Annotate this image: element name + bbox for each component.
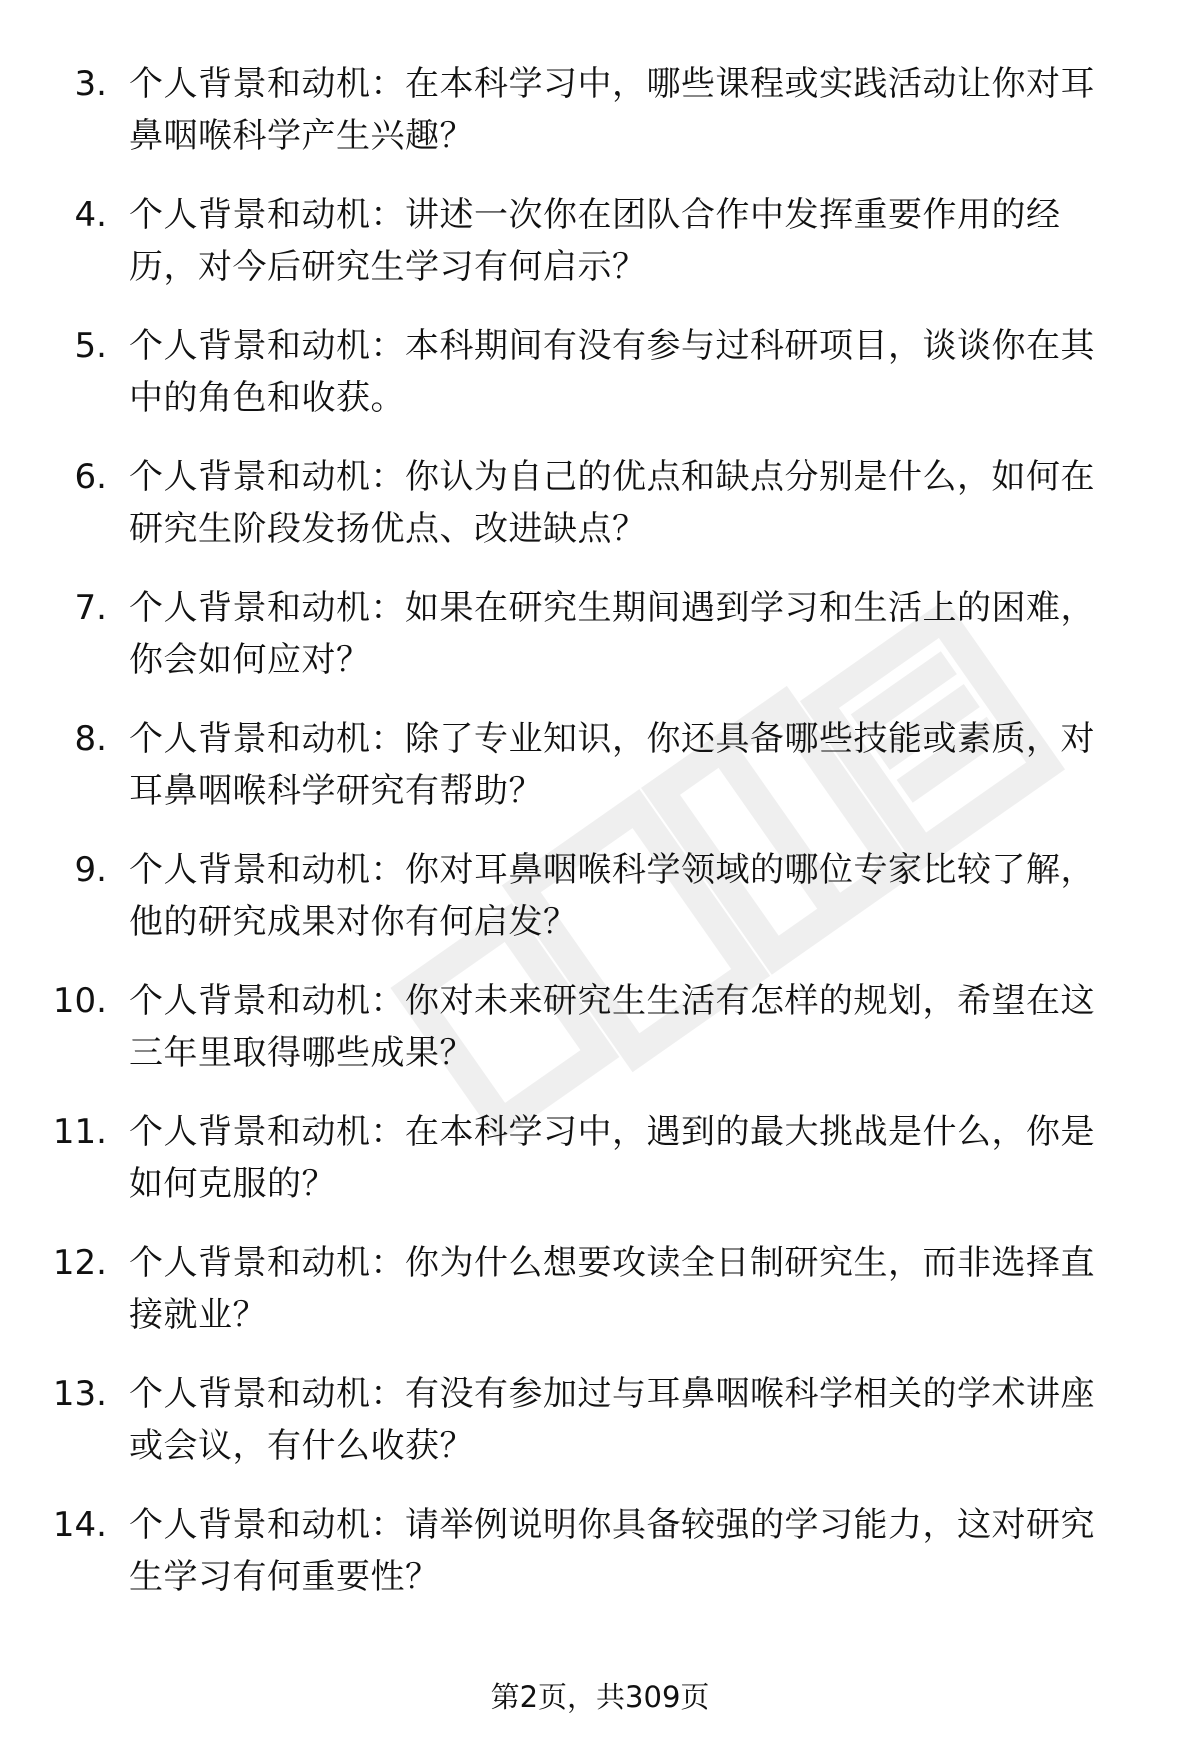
list-item xyxy=(0,582,1200,713)
list-item xyxy=(0,1499,1200,1630)
question-text xyxy=(129,582,1149,686)
list-item xyxy=(0,1106,1200,1237)
question-line: 个人背景和动机：你对耳鼻咽喉科学领域的哪位专家比较了解， xyxy=(129,850,1095,890)
question-number: 4. xyxy=(74,195,107,235)
question-line: 历，对今后研究生学习有何启示？ xyxy=(129,247,647,287)
question-line: 接就业？ xyxy=(129,1295,267,1335)
question-number: 11. xyxy=(52,1112,107,1152)
question-line: 耳鼻咽喉科学研究有帮助？ xyxy=(129,771,543,811)
page-indicator: 第2页，共309页 xyxy=(490,1680,710,1714)
question-text xyxy=(129,975,1149,1079)
list-item xyxy=(0,975,1200,1106)
question-line: 个人背景和动机：有没有参加过与耳鼻咽喉科学相关的学术讲座 xyxy=(129,1374,1095,1414)
question-number: 6. xyxy=(74,457,107,497)
question-number: 10. xyxy=(52,981,107,1021)
question-line: 个人背景和动机：如果在研究生期间遇到学习和生活上的困难， xyxy=(129,588,1095,628)
question-list xyxy=(0,58,1200,1630)
question-text xyxy=(129,320,1149,424)
question-line: 个人背景和动机：你认为自己的优点和缺点分别是什么，如何在 xyxy=(129,457,1095,497)
question-line: 个人背景和动机：除了专业知识，你还具备哪些技能或素质，对 xyxy=(129,719,1095,759)
question-text xyxy=(129,451,1149,555)
question-line: 生学习有何重要性？ xyxy=(129,1557,440,1597)
question-text xyxy=(129,844,1149,948)
list-item xyxy=(0,1368,1200,1499)
question-line: 鼻咽喉科学产生兴趣？ xyxy=(129,116,474,156)
question-line: 个人背景和动机：你为什么想要攻读全日制研究生，而非选择直 xyxy=(129,1243,1095,1283)
list-item xyxy=(0,713,1200,844)
question-line: 个人背景和动机：在本科学习中，哪些课程或实践活动让你对耳 xyxy=(129,64,1095,104)
question-number: 9. xyxy=(74,850,107,890)
list-item xyxy=(0,58,1200,189)
question-line: 研究生阶段发扬优点、改进缺点？ xyxy=(129,509,647,549)
question-line: 三年里取得哪些成果？ xyxy=(129,1033,474,1073)
question-number: 14. xyxy=(52,1505,107,1545)
question-line: 中的角色和收获。 xyxy=(129,378,405,418)
list-item xyxy=(0,451,1200,582)
question-line: 你会如何应对？ xyxy=(129,640,371,680)
question-text xyxy=(129,1237,1149,1341)
question-line: 个人背景和动机：请举例说明你具备较强的学习能力，这对研究 xyxy=(129,1505,1095,1545)
question-number: 7. xyxy=(74,588,107,628)
list-item xyxy=(0,320,1200,451)
question-text xyxy=(129,58,1149,162)
question-number: 13. xyxy=(52,1374,107,1414)
list-item xyxy=(0,844,1200,975)
question-line: 个人背景和动机：你对未来研究生生活有怎样的规划，希望在这 xyxy=(129,981,1095,1021)
question-text xyxy=(129,1106,1149,1210)
question-line: 他的研究成果对你有何启发？ xyxy=(129,902,578,942)
question-number: 3. xyxy=(74,64,107,104)
question-line: 个人背景和动机：本科期间有没有参与过科研项目，谈谈你在其 xyxy=(129,326,1095,366)
question-line: 如何克服的？ xyxy=(129,1164,336,1204)
question-text xyxy=(129,189,1149,293)
list-item xyxy=(0,189,1200,320)
question-number: 12. xyxy=(52,1243,107,1283)
question-text xyxy=(129,1499,1149,1603)
question-text xyxy=(129,713,1149,817)
question-line: 个人背景和动机：在本科学习中，遇到的最大挑战是什么，你是 xyxy=(129,1112,1095,1152)
question-number: 8. xyxy=(74,719,107,759)
question-line: 或会议，有什么收获？ xyxy=(129,1426,474,1466)
question-line: 个人背景和动机：讲述一次你在团队合作中发挥重要作用的经 xyxy=(129,195,1061,235)
question-text xyxy=(129,1368,1149,1472)
list-item xyxy=(0,1237,1200,1368)
question-number: 5. xyxy=(74,326,107,366)
